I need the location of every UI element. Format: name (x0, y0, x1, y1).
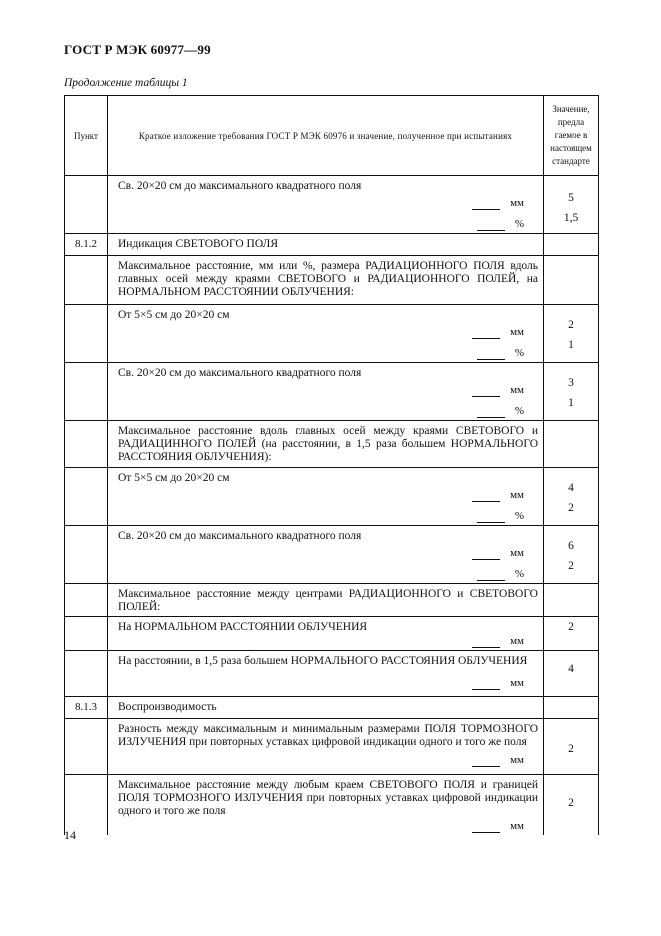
table-row (65, 256, 599, 305)
requirement-cell (108, 234, 544, 256)
unit-label: % (514, 568, 524, 580)
requirement-cell (108, 305, 544, 363)
clause-number (65, 468, 108, 526)
value-cell (544, 305, 599, 363)
clause-number (65, 617, 108, 651)
table-row (65, 234, 599, 256)
clause-number (65, 305, 108, 363)
requirement-cell (108, 526, 544, 584)
requirement-cell (108, 651, 544, 697)
clause-number (65, 584, 108, 617)
value-cell (544, 526, 599, 584)
unit-line (118, 197, 538, 210)
blank-field (477, 512, 505, 523)
value-cell (544, 468, 599, 526)
value-cell (544, 584, 599, 617)
blank-field (477, 407, 505, 418)
blank-field (477, 349, 505, 360)
value-cell (544, 363, 599, 421)
value-pct: 2 (568, 502, 574, 514)
requirement-cell (108, 697, 544, 719)
requirement-text: Св. 20×20 см до максимального квадратного поля (118, 367, 362, 379)
clause-number (65, 719, 108, 775)
blank-field (472, 328, 500, 339)
table-row (65, 468, 599, 526)
blank-field (472, 637, 500, 648)
requirements-table (64, 95, 599, 835)
unit-label: % (514, 405, 524, 417)
requirement-text: Св. 20×20 см до максимального квадратного поля (118, 530, 362, 542)
unit-label: мм (510, 489, 524, 501)
requirement-cell (108, 719, 544, 775)
value-mm: 2 (568, 797, 574, 809)
unit-line (118, 510, 538, 523)
document-header: ГОСТ Р МЭК 60977—99 (64, 42, 211, 57)
blank-field (472, 386, 500, 397)
value-cell (544, 256, 599, 305)
requirement-cell (108, 363, 544, 421)
value-header-line: Значение, (552, 104, 590, 114)
unit-label: % (514, 218, 524, 230)
value-mm: 4 (568, 663, 574, 675)
requirement-text: На НОРМАЛЬНОМ РАССТОЯНИИ ОБЛУЧЕНИЯ (118, 621, 368, 633)
table-row (65, 421, 599, 468)
value-mm: 2 (568, 743, 574, 755)
requirement-text: Воспроизводимость (118, 701, 217, 713)
unit-label: % (514, 347, 524, 359)
value-mm: 4 (568, 482, 574, 494)
unit-label: мм (510, 754, 524, 766)
table-row (65, 719, 599, 775)
table-row (65, 617, 599, 651)
unit-label: мм (510, 820, 524, 832)
clause-number (65, 256, 108, 305)
value-pct: 1 (568, 339, 574, 351)
unit-line (118, 384, 538, 397)
value-cell (544, 775, 599, 836)
clause-number (65, 526, 108, 584)
unit-line (118, 635, 538, 648)
unit-label: мм (510, 635, 524, 647)
clause-number (65, 363, 108, 421)
unit-label: мм (510, 384, 524, 396)
value-header-line: гаемое в (554, 130, 588, 140)
column-header-punkt: Пункт (65, 96, 108, 176)
value-cell (544, 176, 599, 234)
unit-line (118, 820, 538, 833)
table-header-row (65, 96, 599, 176)
value-mm: 3 (568, 377, 574, 389)
value-pct: 1,5 (563, 212, 579, 224)
blank-field (472, 679, 500, 690)
column-header-value (544, 96, 599, 176)
unit-label: мм (510, 197, 524, 209)
unit-label: % (514, 510, 524, 522)
blank-field (472, 756, 500, 767)
blank-field (472, 549, 500, 560)
requirement-cell (108, 421, 544, 468)
value-cell (544, 719, 599, 775)
requirement-cell (108, 468, 544, 526)
unit-line (118, 547, 538, 560)
requirement-text: Максимальное расстояние вдоль главных осей между краями СВЕТОВОГО и РАДИАЦИННОГО ПОЛЕЙ (на расстоянии, в 1,5 раза большем НОРМАЛЬНОГО РАССТОЯНИЯ ОБЛУЧЕНИЯ): (118, 425, 538, 463)
unit-label: мм (510, 677, 524, 689)
value-header-line: стандарте (552, 156, 590, 166)
table-row (65, 651, 599, 697)
clause-number: 8.1.2 (65, 234, 108, 256)
clause-number (65, 176, 108, 234)
value-cell (544, 234, 599, 256)
unit-line (118, 405, 538, 418)
unit-line (118, 218, 538, 231)
blank-field (477, 220, 505, 231)
clause-number (65, 775, 108, 836)
requirement-cell (108, 256, 544, 305)
unit-label: мм (510, 547, 524, 559)
unit-line (118, 326, 538, 339)
requirement-cell (108, 775, 544, 836)
value-cell (544, 617, 599, 651)
table-row (65, 526, 599, 584)
value-cell (544, 697, 599, 719)
requirement-text: На расстоянии, в 1,5 раза большем НОРМАЛЬНОГО РАССТОЯНИЯ ОБЛУЧЕНИЯ (118, 655, 528, 667)
value-pct: 1 (568, 397, 574, 409)
table-row (65, 775, 599, 836)
blank-field (477, 570, 505, 581)
value-mm: 2 (568, 319, 574, 331)
requirement-text: От 5×5 см до 20×20 см (118, 472, 230, 484)
column-header-text: Краткое изложение требования ГОСТ Р МЭК 60976 и значение, полученное при испытаниях (108, 96, 544, 176)
clause-number (65, 421, 108, 468)
requirement-text: Максимальное расстояние между центрами РАДИАЦИОННОГО и СВЕТОВОГО ПОЛЕЙ: (118, 588, 538, 613)
clause-number: 8.1.3 (65, 697, 108, 719)
value-cell (544, 651, 599, 697)
requirement-text: Максимальное расстояние, мм или %, размера РАДИАЦИОННОГО ПОЛЯ вдоль главных осей между краями СВЕТОВОГО и РАДИАЦИОННОГО ПОЛЕЙ, на НОРМАЛЬНОМ РАССТОЯНИИ ОБЛУЧЕНИЯ: (118, 260, 538, 298)
table-caption: Продолжение таблицы 1 (64, 77, 188, 89)
value-mm: 5 (568, 192, 574, 204)
clause-number (65, 651, 108, 697)
table-row (65, 176, 599, 234)
unit-line (118, 347, 538, 360)
unit-line (118, 677, 538, 690)
requirement-cell (108, 584, 544, 617)
value-pct: 2 (568, 560, 574, 572)
value-mm: 6 (568, 540, 574, 552)
blank-field (472, 491, 500, 502)
value-header-line: предла (557, 117, 585, 127)
table-row (65, 363, 599, 421)
table-row (65, 584, 599, 617)
requirement-text: От 5×5 см до 20×20 см (118, 309, 230, 321)
blank-field (472, 822, 500, 833)
requirement-cell (108, 617, 544, 651)
requirement-text: Индикация СВЕТОВОГО ПОЛЯ (118, 238, 279, 250)
value-cell (544, 421, 599, 468)
table-row (65, 697, 599, 719)
blank-field (472, 199, 500, 210)
requirement-text: Св. 20×20 см до максимального квадратного поля (118, 180, 362, 192)
page-number: 14 (64, 828, 76, 842)
unit-line (118, 754, 538, 767)
unit-line (118, 489, 538, 502)
unit-label: мм (510, 326, 524, 338)
requirement-cell (108, 176, 544, 234)
requirement-text: Максимальное расстояние между любым краем СВЕТОВОГО ПОЛЯ и границей ПОЛЯ ТОРМОЗНОГО ИЗЛУЧЕНИЯ при повторных уставках цифровой индикации одного и того же поля (118, 779, 538, 817)
table-row (65, 305, 599, 363)
value-header-line: настоящем (550, 143, 592, 153)
value-mm: 2 (568, 621, 574, 633)
unit-line (118, 568, 538, 581)
requirement-text: Разность между максимальным и минимальным размерами ПОЛЯ ТОРМОЗНОГО ИЗЛУЧЕНИЯ при повторных уставках цифровой индикации одного и того же поля (118, 723, 538, 748)
